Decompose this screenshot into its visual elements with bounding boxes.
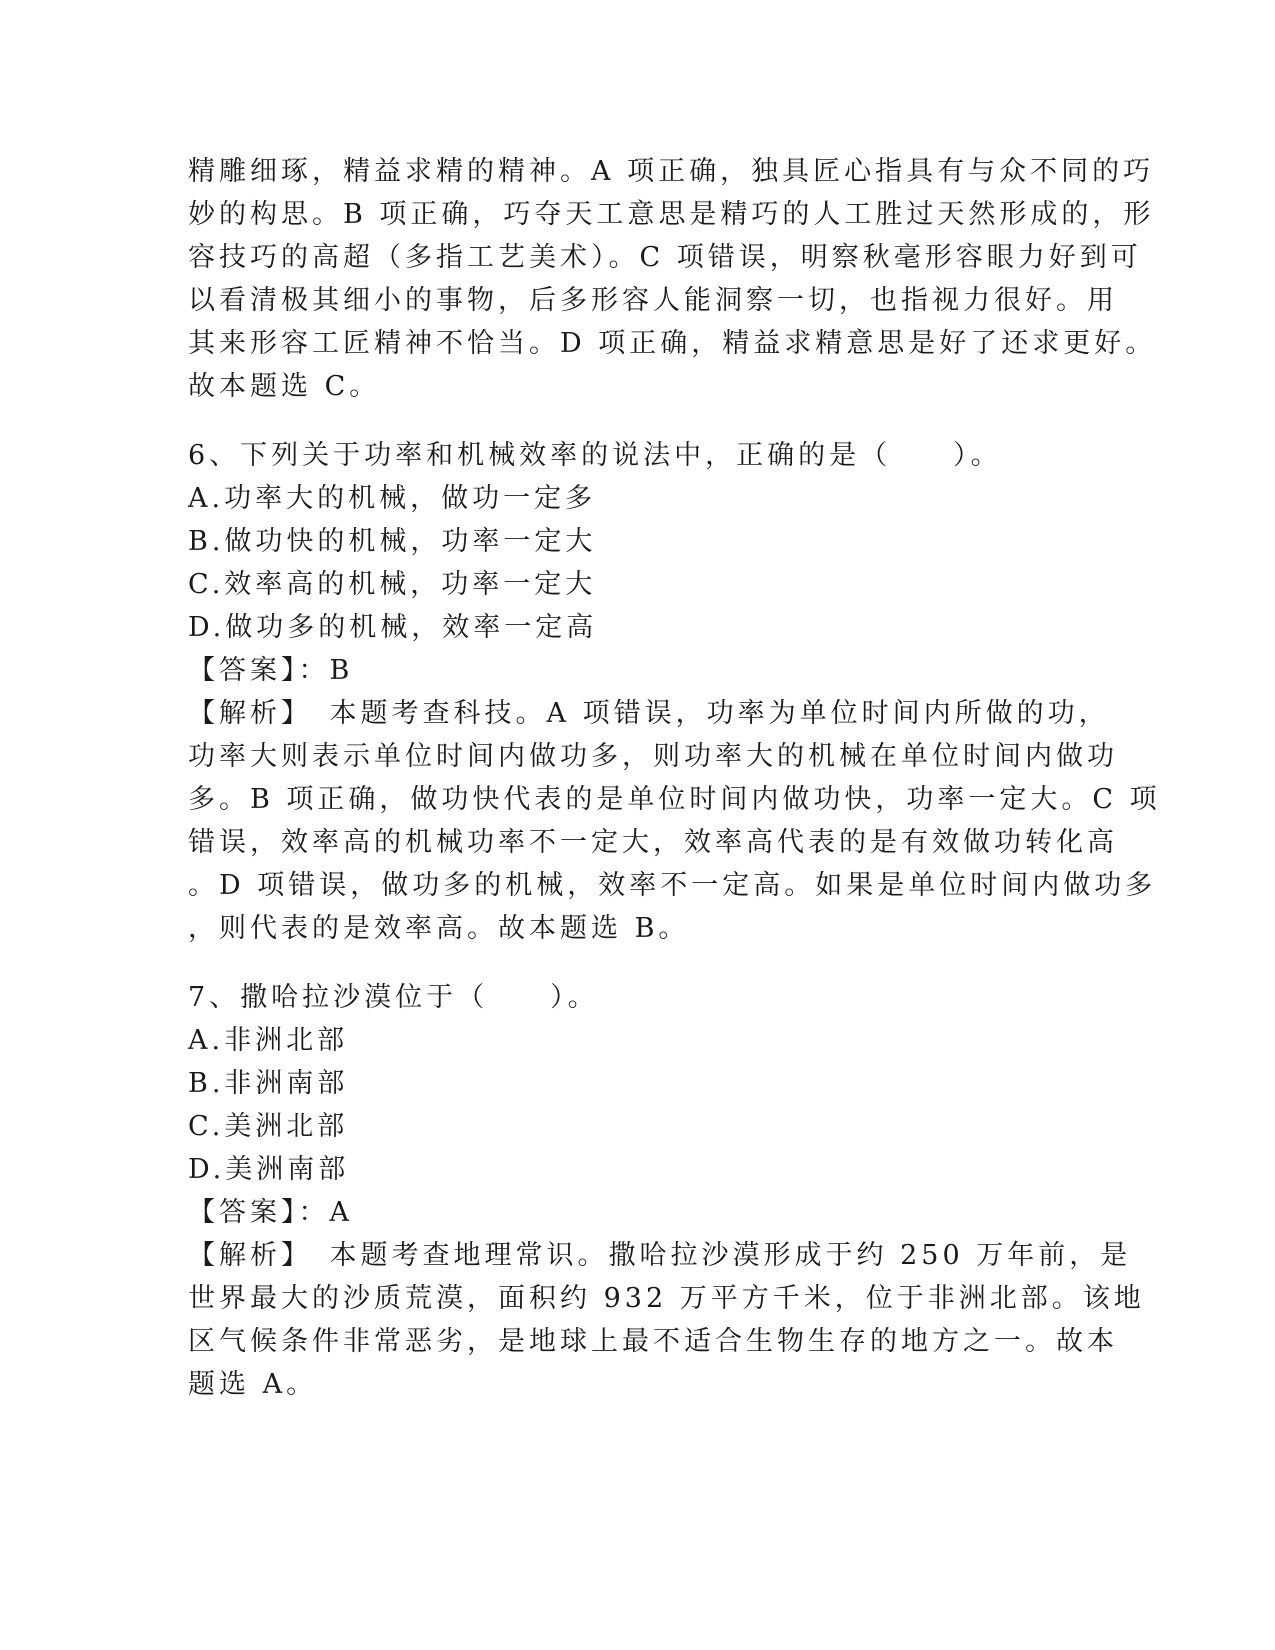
analysis-line: 功率大则表示单位时间内做功多，则功率大的机械在单位时间内做功 [188,741,1118,772]
analysis-line: 【解析】 本题考查地理常识。撒哈拉沙漠形成于约 250 万年前，是 [188,1240,1132,1271]
analysis-line: 多。B 项正确，做功快代表的是单位时间内做功快，功率一定大。C 项 [188,784,1161,815]
analysis-line: ，则代表的是效率高。故本题选 B。 [188,913,690,944]
analysis-line: 错误，效率高的机械功率不一定大，效率高代表的是有效做功转化高 [188,827,1118,858]
answer-line: 【答案】：B [188,655,354,686]
text-line: 容技巧的高超（多指工艺美术）。C 项错误，明察秋毫形容眼力好到可 [188,242,1142,273]
answer-line: 【答案】：A [188,1197,353,1228]
question-7 [188,976,1145,1406]
document-page [188,150,1161,1406]
text-line: 故本题选 C。 [188,371,381,402]
text-line: 其来形容工匠精神不恰当。D 项正确，精益求精意思是好了还求更好。 [188,328,1157,359]
previous-analysis-continuation [188,150,1157,408]
question-stem: 6、下列关于功率和机械效率的说法中，正确的是（ ）。 [188,440,1002,471]
question-stem: 7、撒哈拉沙漠位于（ ）。 [188,982,599,1013]
option-d: D.做功多的机械，效率一定高 [188,612,598,643]
text-line: 精雕细琢，精益求精的精神。A 项正确，独具匠心指具有与众不同的巧 [188,156,1155,187]
text-line: 以看清极其细小的事物，后多形容人能洞察一切，也指视力很好。用 [188,285,1118,316]
option-c: C.效率高的机械，功率一定大 [188,569,597,600]
option-a: A.功率大的机械，做功一定多 [188,483,597,514]
option-c: C.美洲北部 [188,1111,349,1142]
text-line: 妙的构思。B 项正确，巧夺天工意思是精巧的人工胜过天然形成的，形 [188,199,1155,230]
question-6 [188,434,1161,950]
analysis-line: 区气候条件非常恶劣，是地球上最不适合生物生存的地方之一。故本 [188,1326,1118,1357]
analysis-line: 。D 项错误，做功多的机械，效率不一定高。如果是单位时间内做功多 [188,870,1157,901]
option-b: B.非洲南部 [188,1068,349,1099]
analysis-line: 【解析】 本题考查科技。A 项错误，功率为单位时间内所做的功， [188,698,1110,729]
analysis-line: 题选 A。 [188,1369,318,1400]
option-d: D.美洲南部 [188,1154,350,1185]
analysis-line: 世界最大的沙质荒漠，面积约 932 万平方千米，位于非洲北部。该地 [188,1283,1145,1314]
option-a: A.非洲北部 [188,1025,349,1056]
option-b: B.做功快的机械，功率一定大 [188,526,597,557]
